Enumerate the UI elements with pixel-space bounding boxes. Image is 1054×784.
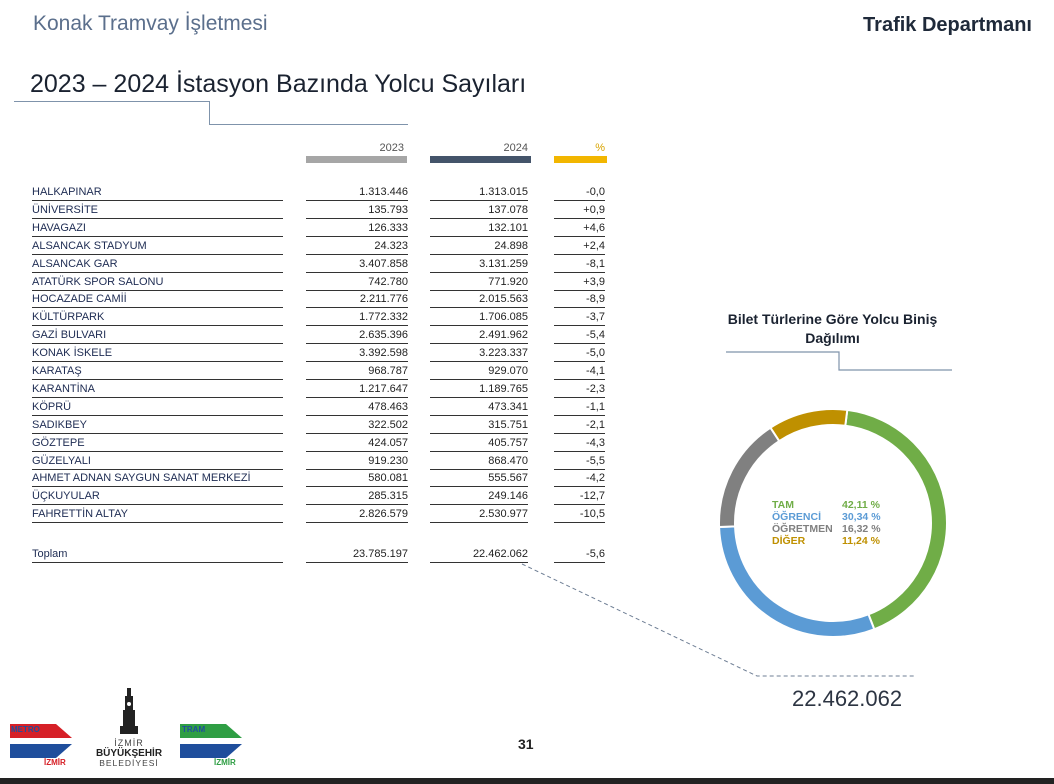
- total-label: Toplam: [32, 546, 283, 563]
- chart-title: Bilet Türlerine Göre Yolcu Biniş Dağılımı: [727, 311, 938, 346]
- change-pct: -1,1: [554, 399, 605, 416]
- value-2024: 137.078: [430, 202, 528, 219]
- donut-slice-di̇ğer: [770, 409, 847, 441]
- municipality-logo: [90, 688, 168, 768]
- change-pct: -4,3: [554, 435, 605, 452]
- value-2023: 2.635.396: [306, 327, 408, 344]
- value-2024: 3.131.259: [430, 256, 528, 273]
- value-2024: 473.341: [430, 399, 528, 416]
- value-2023: 424.057: [306, 435, 408, 452]
- value-2024: 555.567: [430, 470, 528, 487]
- value-2023: 968.787: [306, 363, 408, 380]
- station-name: ALSANCAK GAR: [32, 256, 283, 273]
- value-2023: 1.772.332: [306, 309, 408, 326]
- station-name: FAHRETTİN ALTAY: [32, 506, 283, 523]
- legend-label: TAM: [772, 499, 794, 511]
- page-number: 31: [518, 736, 534, 752]
- station-name: GAZİ BULVARI: [32, 327, 283, 344]
- tram-logo: [180, 718, 246, 766]
- station-name: ÜÇKUYULAR: [32, 488, 283, 505]
- value-2024: 3.223.337: [430, 345, 528, 362]
- change-pct: -5,4: [554, 327, 605, 344]
- value-2023: 135.793: [306, 202, 408, 219]
- svg-text:İZMİR: İZMİR: [44, 758, 66, 766]
- change-pct: -8,9: [554, 291, 605, 308]
- change-pct: -2,3: [554, 381, 605, 398]
- value-2023: 919.230: [306, 453, 408, 470]
- total-2023: 23.785.197: [306, 546, 408, 563]
- change-pct: +3,9: [554, 274, 605, 291]
- total-callout: 22.462.062: [792, 686, 903, 711]
- value-2024: 1.189.765: [430, 381, 528, 398]
- value-2023: 478.463: [306, 399, 408, 416]
- change-pct: -4,2: [554, 470, 605, 487]
- station-name: AHMET ADNAN SAYGUN SANAT MERKEZİ: [32, 470, 283, 487]
- change-pct: +0,9: [554, 202, 605, 219]
- municipality-logo-line2: BÜYÜKŞEHİR: [95, 748, 163, 759]
- station-name: GÜZELYALI: [32, 453, 283, 470]
- change-pct: +2,4: [554, 238, 605, 255]
- chart-legend: [772, 499, 912, 547]
- donut-slice-öğretmen: [719, 428, 779, 527]
- station-name: HALKAPINAR: [32, 184, 283, 201]
- legend-item: [772, 523, 912, 535]
- value-2024: 405.757: [430, 435, 528, 452]
- value-2023: 1.217.647: [306, 381, 408, 398]
- value-2024: 2.015.563: [430, 291, 528, 308]
- svg-text:TRAM: TRAM: [182, 725, 206, 734]
- legend-item: [772, 499, 912, 511]
- metro-logo: [10, 718, 76, 766]
- station-name: HAVAGAZI: [32, 220, 283, 237]
- value-2024: 771.920: [430, 274, 528, 291]
- value-2024: 249.146: [430, 488, 528, 505]
- value-2023: 126.333: [306, 220, 408, 237]
- value-2024: 1.706.085: [430, 309, 528, 326]
- value-2023: 2.826.579: [306, 506, 408, 523]
- page-title: 2023 – 2024 İstasyon Bazında Yolcu Sayıları: [30, 70, 527, 98]
- change-pct: +4,6: [554, 220, 605, 237]
- station-name: KÜLTÜRPARK: [32, 309, 283, 326]
- col-header-2024: 2024: [503, 142, 528, 154]
- change-pct: -5,5: [554, 453, 605, 470]
- value-2023: 580.081: [306, 470, 408, 487]
- change-pct: -3,7: [554, 309, 605, 326]
- svg-text:METRO: METRO: [11, 725, 40, 734]
- col-header-pct: %: [595, 142, 605, 154]
- legend-label: DİĞER: [772, 535, 806, 547]
- value-2023: 3.407.858: [306, 256, 408, 273]
- change-pct: -12,7: [554, 488, 605, 505]
- value-2023: 24.323: [306, 238, 408, 255]
- legend-value: 30,34 %: [842, 511, 881, 523]
- value-2023: 285.315: [306, 488, 408, 505]
- station-name: ÜNİVERSİTE: [32, 202, 283, 219]
- value-2024: 868.470: [430, 453, 528, 470]
- change-pct: -8,1: [554, 256, 605, 273]
- change-pct: -4,1: [554, 363, 605, 380]
- value-2023: 742.780: [306, 274, 408, 291]
- svg-text:İZMİR: İZMİR: [214, 758, 236, 766]
- station-name: HOCAZADE CAMİİ: [32, 291, 283, 308]
- station-name: KÖPRÜ: [32, 399, 283, 416]
- legend-value: 16,32 %: [842, 523, 881, 535]
- station-name: ALSANCAK STADYUM: [32, 238, 283, 255]
- station-name: ATATÜRK SPOR SALONU: [32, 274, 283, 291]
- value-2024: 2.491.962: [430, 327, 528, 344]
- municipality-logo-line3: BELEDİYESİ: [99, 758, 159, 768]
- department-name: Trafik Departmanı: [863, 14, 1032, 36]
- value-2024: 929.070: [430, 363, 528, 380]
- change-pct: -2,1: [554, 417, 605, 434]
- municipality-logo-line1: İZMİR: [114, 738, 144, 748]
- value-2024: 132.101: [430, 220, 528, 237]
- value-2024: 315.751: [430, 417, 528, 434]
- total-2024: 22.462.062: [430, 546, 528, 563]
- change-pct: -5,0: [554, 345, 605, 362]
- value-2024: 2.530.977: [430, 506, 528, 523]
- legend-label: ÖĞRETMEN: [772, 523, 833, 535]
- station-name: GÖZTEPE: [32, 435, 283, 452]
- value-2023: 2.211.776: [306, 291, 408, 308]
- legend-label: ÖĞRENCİ: [772, 511, 822, 523]
- value-2024: 24.898: [430, 238, 528, 255]
- change-pct: -0,0: [554, 184, 605, 201]
- legend-item: [772, 511, 912, 523]
- value-2023: 322.502: [306, 417, 408, 434]
- change-pct: -10,5: [554, 506, 605, 523]
- legend-item: [772, 535, 912, 547]
- value-2024: 1.313.015: [430, 184, 528, 201]
- total-pct: -5,6: [554, 546, 605, 563]
- value-2023: 1.313.446: [306, 184, 408, 201]
- station-name: KARANTİNA: [32, 381, 283, 398]
- org-name: Konak Tramvay İşletmesi: [33, 12, 268, 35]
- bottom-border: [0, 778, 1054, 784]
- legend-value: 42,11 %: [842, 499, 880, 511]
- station-name: KONAK İSKELE: [32, 345, 283, 362]
- station-name: KARATAŞ: [32, 363, 283, 380]
- legend-value: 11,24 %: [842, 535, 880, 547]
- station-name: SADIKBEY: [32, 417, 283, 434]
- clock-tower-icon: [119, 688, 139, 734]
- value-2023: 3.392.598: [306, 345, 408, 362]
- col-header-2023: 2023: [379, 142, 404, 154]
